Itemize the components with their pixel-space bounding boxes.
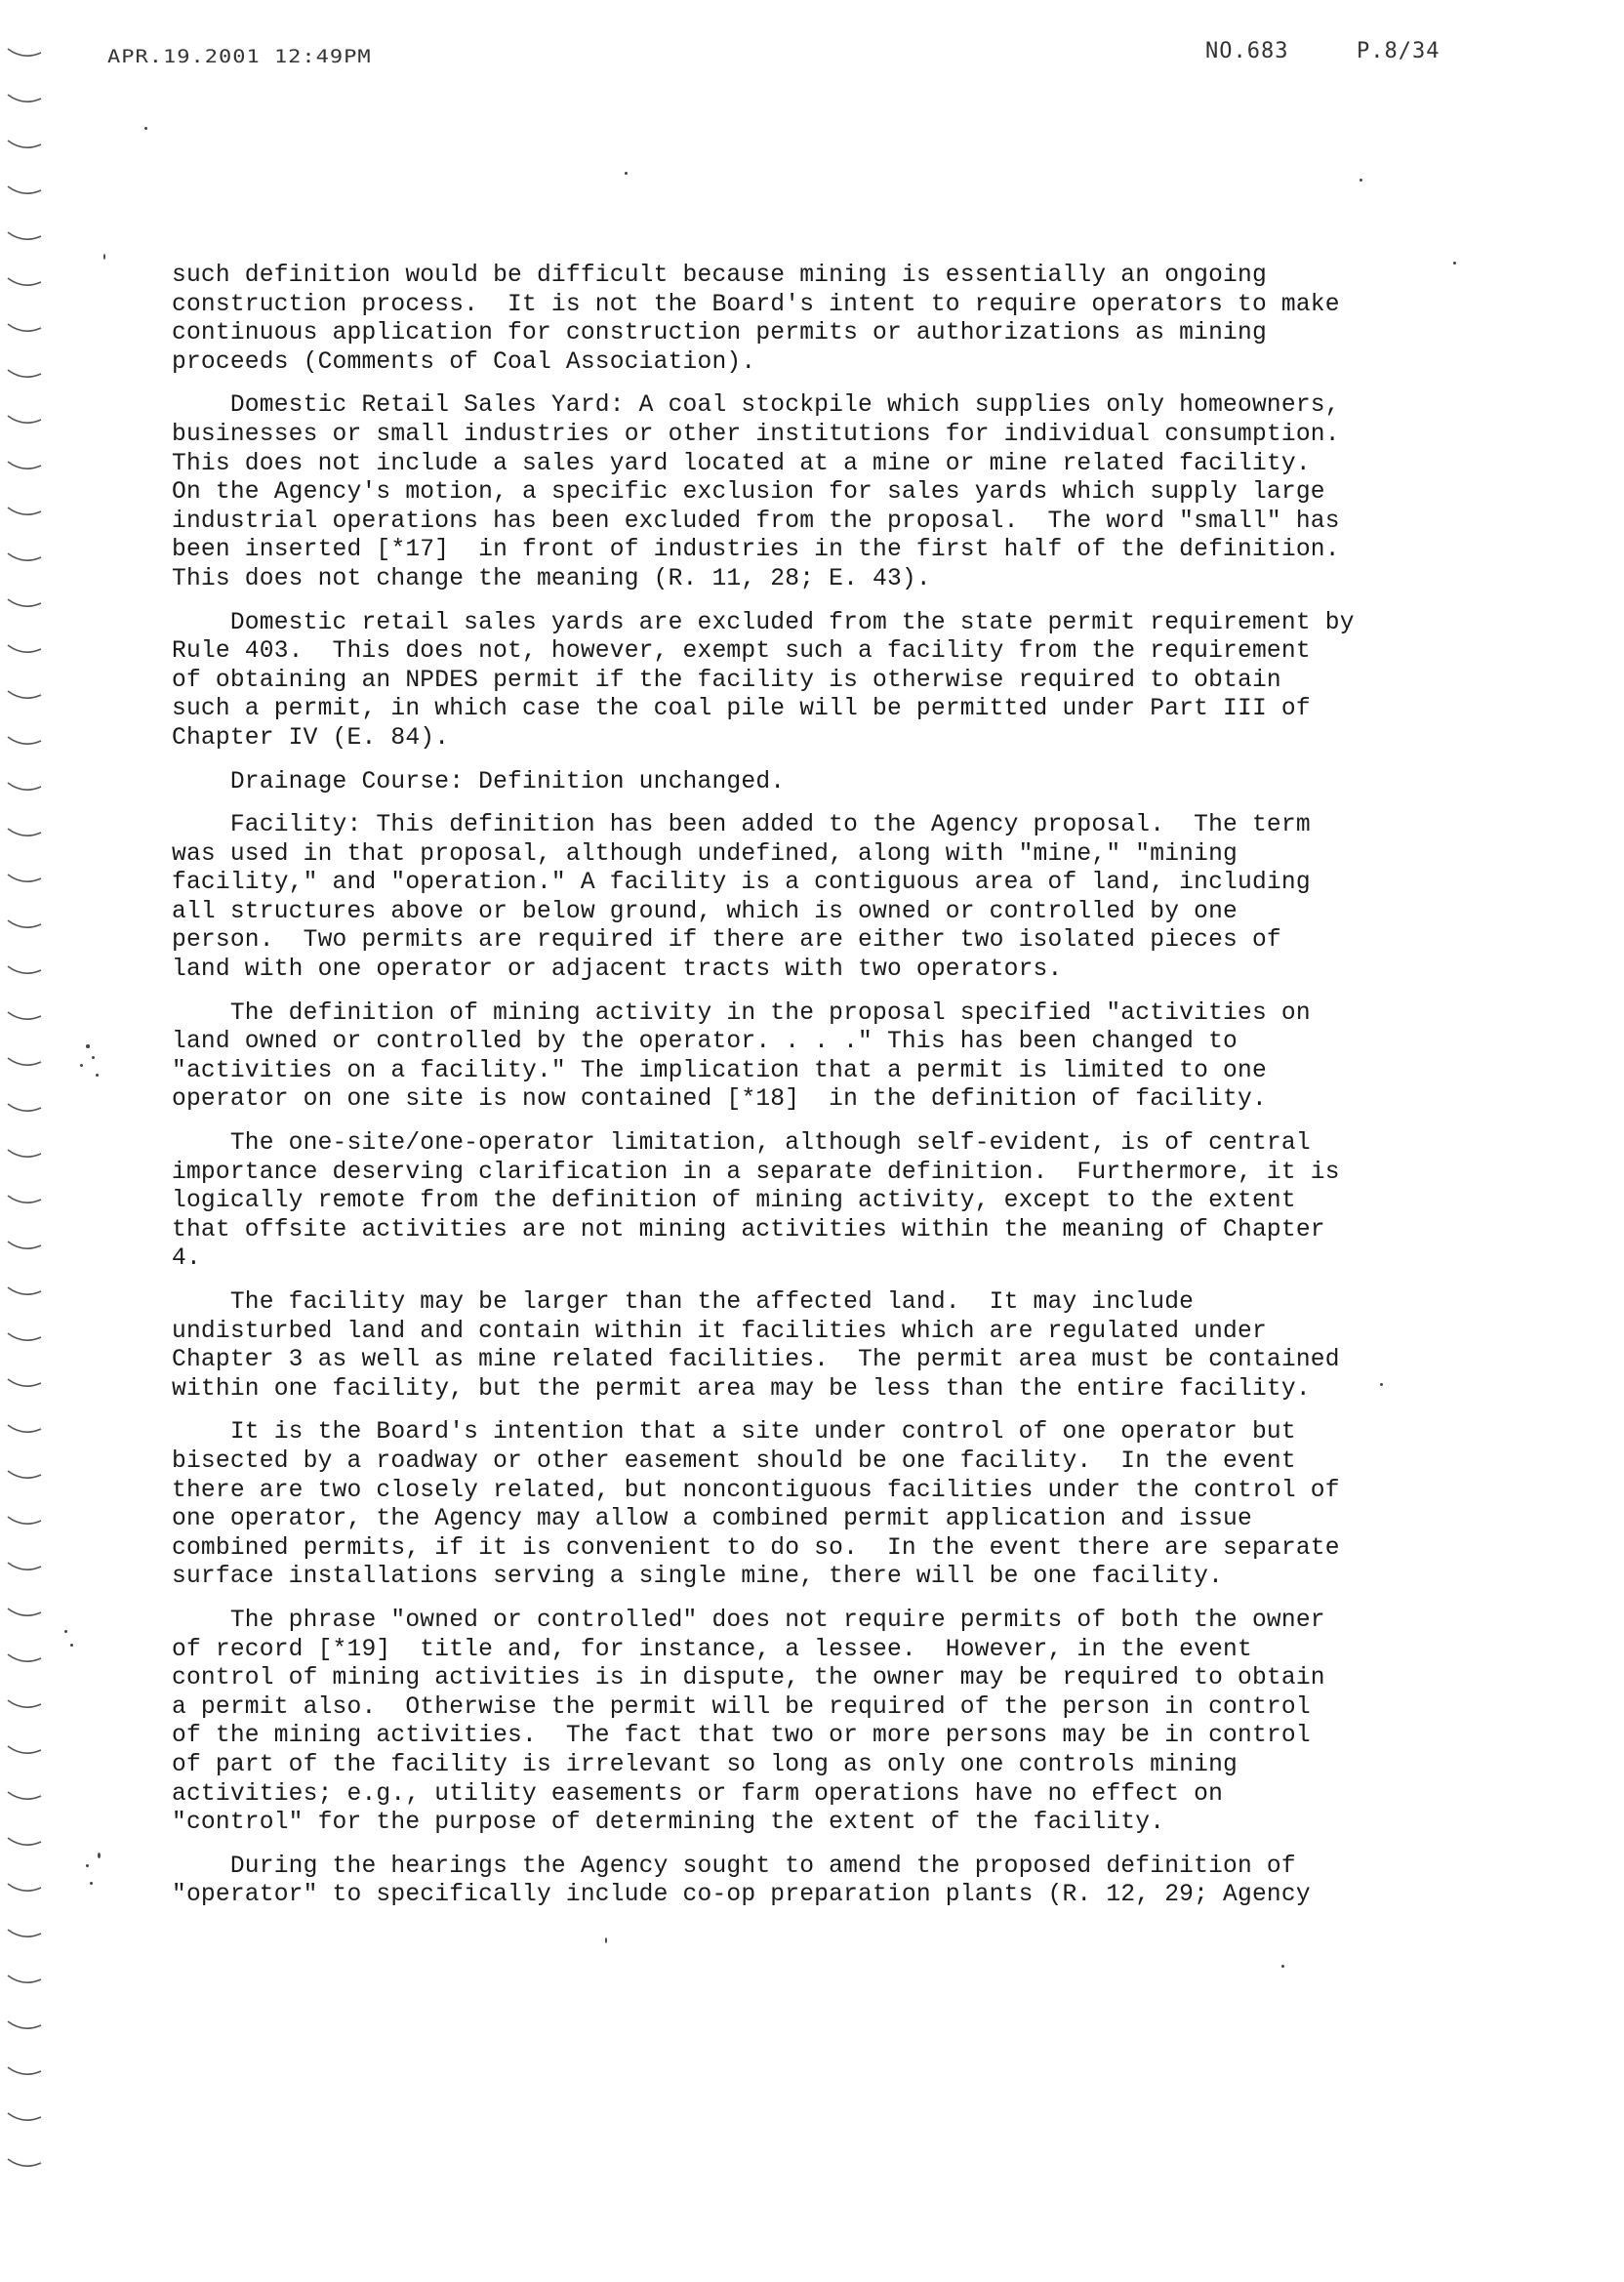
text-line: one operator, the Agency may allow a combined permit application and issue	[172, 1506, 1252, 1533]
scan-speck	[80, 1064, 83, 1067]
text-line: The definition of mining activity in the proposal specified "activities on	[172, 999, 1311, 1027]
binding-mark	[8, 691, 41, 698]
binding-mark	[8, 370, 41, 377]
text-line: was used in that proposal, although undefined, along with "mine," "mining	[172, 840, 1238, 868]
text-line: This does not include a sales yard located at a mine or mine related facility.	[172, 450, 1311, 477]
binding-mark	[8, 1700, 41, 1707]
text-line: land with one operator or adjacent tracts with two operators.	[172, 957, 1063, 984]
binding-mark	[8, 95, 41, 102]
text-line: logically remote from the definition of mining activity, except to the extent	[172, 1188, 1296, 1215]
scan-speck	[625, 172, 628, 175]
text-line: The facility may be larger than the affected land. It may include	[172, 1289, 1195, 1316]
document-paragraph	[172, 999, 1470, 1115]
document-body	[172, 262, 1470, 1925]
text-line: continuous application for construction permits or authorizations as mining	[172, 320, 1267, 347]
binding-mark	[8, 1333, 41, 1340]
binding-mark	[8, 2113, 41, 2120]
text-line: surface installations serving a single mine, there will be one facility.	[172, 1564, 1224, 1591]
binding-mark	[8, 829, 41, 835]
text-line: been inserted [*17] in front of industries in the first half of the definition.	[172, 537, 1340, 564]
text-line: a permit also. Otherwise the permit will be required of the person in control	[172, 1693, 1311, 1721]
scan-speck	[70, 1644, 73, 1647]
binding-mark	[8, 508, 41, 514]
text-line: within one facility, but the permit area may be less than the entire facility.	[172, 1375, 1311, 1403]
text-line: Chapter 3 as well as mine related facilities. The permit area must be contained	[172, 1347, 1340, 1374]
text-line: proceeds (Comments of Coal Association).	[172, 348, 756, 376]
text-line: Facility: This definition has been added to the Agency proposal. The term	[172, 812, 1311, 839]
text-line: activities; e.g., utility easements or farm operations have no effect on	[172, 1780, 1224, 1808]
text-line: 4.	[172, 1245, 201, 1273]
scan-speck	[98, 1853, 101, 1858]
scan-speck	[86, 1864, 89, 1867]
text-line: such a permit, in which case the coal pile will be permitted under Part III of	[172, 696, 1311, 723]
binding-mark	[8, 1792, 41, 1799]
document-paragraph	[172, 811, 1470, 985]
binding-mark	[8, 1425, 41, 1432]
binding-mark	[8, 2021, 41, 2028]
document-paragraph	[172, 1288, 1470, 1404]
text-line: Rule 403. This does not, however, exempt such a facility from the requirement	[172, 638, 1311, 666]
text-line: construction process. It is not the Board's intent to require operators to make	[172, 291, 1340, 318]
text-line: such definition would be difficult because mining is essentially an ongoing	[172, 263, 1267, 289]
scan-speck	[1360, 179, 1362, 182]
scan-speck	[144, 127, 147, 130]
binding-mark	[8, 186, 41, 193]
text-line: Domestic retail sales yards are excluded from the state permit requirement by	[172, 609, 1355, 636]
text-line: land owned or controlled by the operator. . . ." This has been changed to	[172, 1029, 1238, 1056]
text-line: control of mining activities is in dispute, the owner may be required to obtain	[172, 1665, 1325, 1692]
binding-mark	[8, 1012, 41, 1019]
scan-speck	[64, 1630, 67, 1633]
document-paragraph	[172, 609, 1470, 754]
binding-mark	[8, 1609, 41, 1615]
binding-mark	[8, 1746, 41, 1753]
document-paragraph	[172, 1129, 1470, 1274]
fax-number: NO.683	[1205, 39, 1289, 63]
binding-mark	[8, 920, 41, 927]
text-line: of record [*19] title and, for instance, a lessee. However, in the event	[172, 1636, 1252, 1663]
scan-speck	[1380, 1383, 1383, 1386]
fax-date-time: APR.19.2001 12:49PM	[107, 46, 372, 68]
text-line: of obtaining an NPDES permit if the facility is otherwise required to obtain	[172, 667, 1281, 694]
binding-mark	[8, 1242, 41, 1248]
text-line: This does not change the meaning (R. 11, 28; E. 43).	[172, 565, 931, 592]
binding-mark	[8, 232, 41, 239]
text-line: facility," and "operation." A facility is a contiguous area of land, including	[172, 870, 1311, 897]
document-paragraph	[172, 1607, 1470, 1838]
fax-header	[0, 39, 1624, 78]
scan-speck	[86, 1044, 90, 1048]
binding-mark	[8, 1884, 41, 1891]
binding-mark	[8, 2067, 41, 2074]
text-line: "operator" to specifically include co-op preparation plants (R. 12, 29; Agency	[172, 1882, 1311, 1909]
text-line: The phrase "owned or controlled" does not require permits of both the owner	[172, 1607, 1325, 1634]
text-line: importance deserving clarification in a separate definition. Furthermore, it is	[172, 1159, 1340, 1186]
text-line: person. Two permits are required if there are either two isolated pieces of	[172, 927, 1281, 955]
binding-mark	[8, 1517, 41, 1524]
binding-mark	[8, 462, 41, 469]
text-line: businesses or small industries or other institutions for individual consumption.	[172, 421, 1340, 448]
binding-mark	[8, 141, 41, 147]
text-line: operator on one site is now contained [*18] in the definition of facility.	[172, 1086, 1267, 1114]
binding-mark	[8, 737, 41, 744]
text-line: "control" for the purpose of determining the extent of the facility.	[172, 1810, 1165, 1837]
scan-speck	[1453, 262, 1456, 265]
document-paragraph	[172, 391, 1470, 593]
binding-mark	[8, 966, 41, 973]
text-line: Drainage Course: Definition unchanged.	[172, 768, 786, 795]
text-line: combined permits, if it is convenient to do so. In the event there are separate	[172, 1534, 1340, 1562]
binding-mark	[8, 1976, 41, 1982]
binding-mark	[8, 1654, 41, 1661]
binding-margin-marks	[0, 0, 59, 2282]
binding-mark	[8, 1379, 41, 1386]
binding-mark	[8, 1150, 41, 1157]
scan-speck	[103, 254, 105, 260]
scan-speck	[90, 1882, 93, 1885]
scan-speck	[92, 1056, 95, 1059]
binding-mark	[8, 875, 41, 881]
text-line: During the hearings the Agency sought to amend the proposed definition of	[172, 1853, 1296, 1880]
binding-mark	[8, 1058, 41, 1065]
binding-mark	[8, 416, 41, 423]
binding-mark	[8, 553, 41, 560]
text-line: all structures above or below ground, which is owned or controlled by one	[172, 898, 1238, 925]
text-line: The one-site/one-operator limitation, although self-evident, is of central	[172, 1130, 1311, 1158]
binding-mark	[8, 645, 41, 652]
binding-mark	[8, 1471, 41, 1478]
text-line: there are two closely related, but noncontiguous facilities under the control of	[172, 1477, 1340, 1504]
text-line: It is the Board's intention that a site under control of one operator but	[172, 1419, 1296, 1447]
binding-mark	[8, 599, 41, 606]
document-paragraph	[172, 768, 1470, 797]
text-line: bisected by a roadway or other easement should be one facility. In the event	[172, 1447, 1296, 1475]
document-paragraph	[172, 1418, 1470, 1592]
document-paragraph	[172, 262, 1470, 377]
document-paragraph	[172, 1853, 1470, 1910]
text-line: undisturbed land and contain within it facilities which are regulated under	[172, 1318, 1267, 1345]
binding-mark	[8, 1563, 41, 1569]
binding-mark	[8, 278, 41, 285]
binding-mark	[8, 783, 41, 790]
binding-mark	[8, 1196, 41, 1202]
text-line: Domestic Retail Sales Yard: A coal stockpile which supplies only homeowners,	[172, 392, 1340, 420]
binding-mark	[8, 1287, 41, 1294]
binding-mark	[8, 2159, 41, 2166]
fax-page-number: P.8/34	[1357, 39, 1441, 63]
text-line: "activities on a facility." The implication that a permit is limited to one	[172, 1057, 1267, 1084]
binding-mark	[8, 49, 41, 56]
scan-speck	[96, 1074, 99, 1077]
binding-mark	[8, 1838, 41, 1845]
text-line: industrial operations has been excluded from the proposal. The word "small" has	[172, 508, 1340, 535]
scan-speck	[605, 1937, 607, 1943]
binding-mark	[8, 1104, 41, 1111]
scan-speck	[1281, 1965, 1284, 1968]
text-line: On the Agency's motion, a specific exclusion for sales yards which supply large	[172, 479, 1325, 507]
text-line: of part of the facility is irrelevant so long as only one controls mining	[172, 1751, 1238, 1778]
text-line: of the mining activities. The fact that two or more persons may be in control	[172, 1723, 1311, 1750]
text-line: that offsite activities are not mining activities within the meaning of Chapter	[172, 1216, 1325, 1243]
binding-mark	[8, 1930, 41, 1936]
text-line: Chapter IV (E. 84).	[172, 724, 450, 752]
binding-mark	[8, 324, 41, 331]
